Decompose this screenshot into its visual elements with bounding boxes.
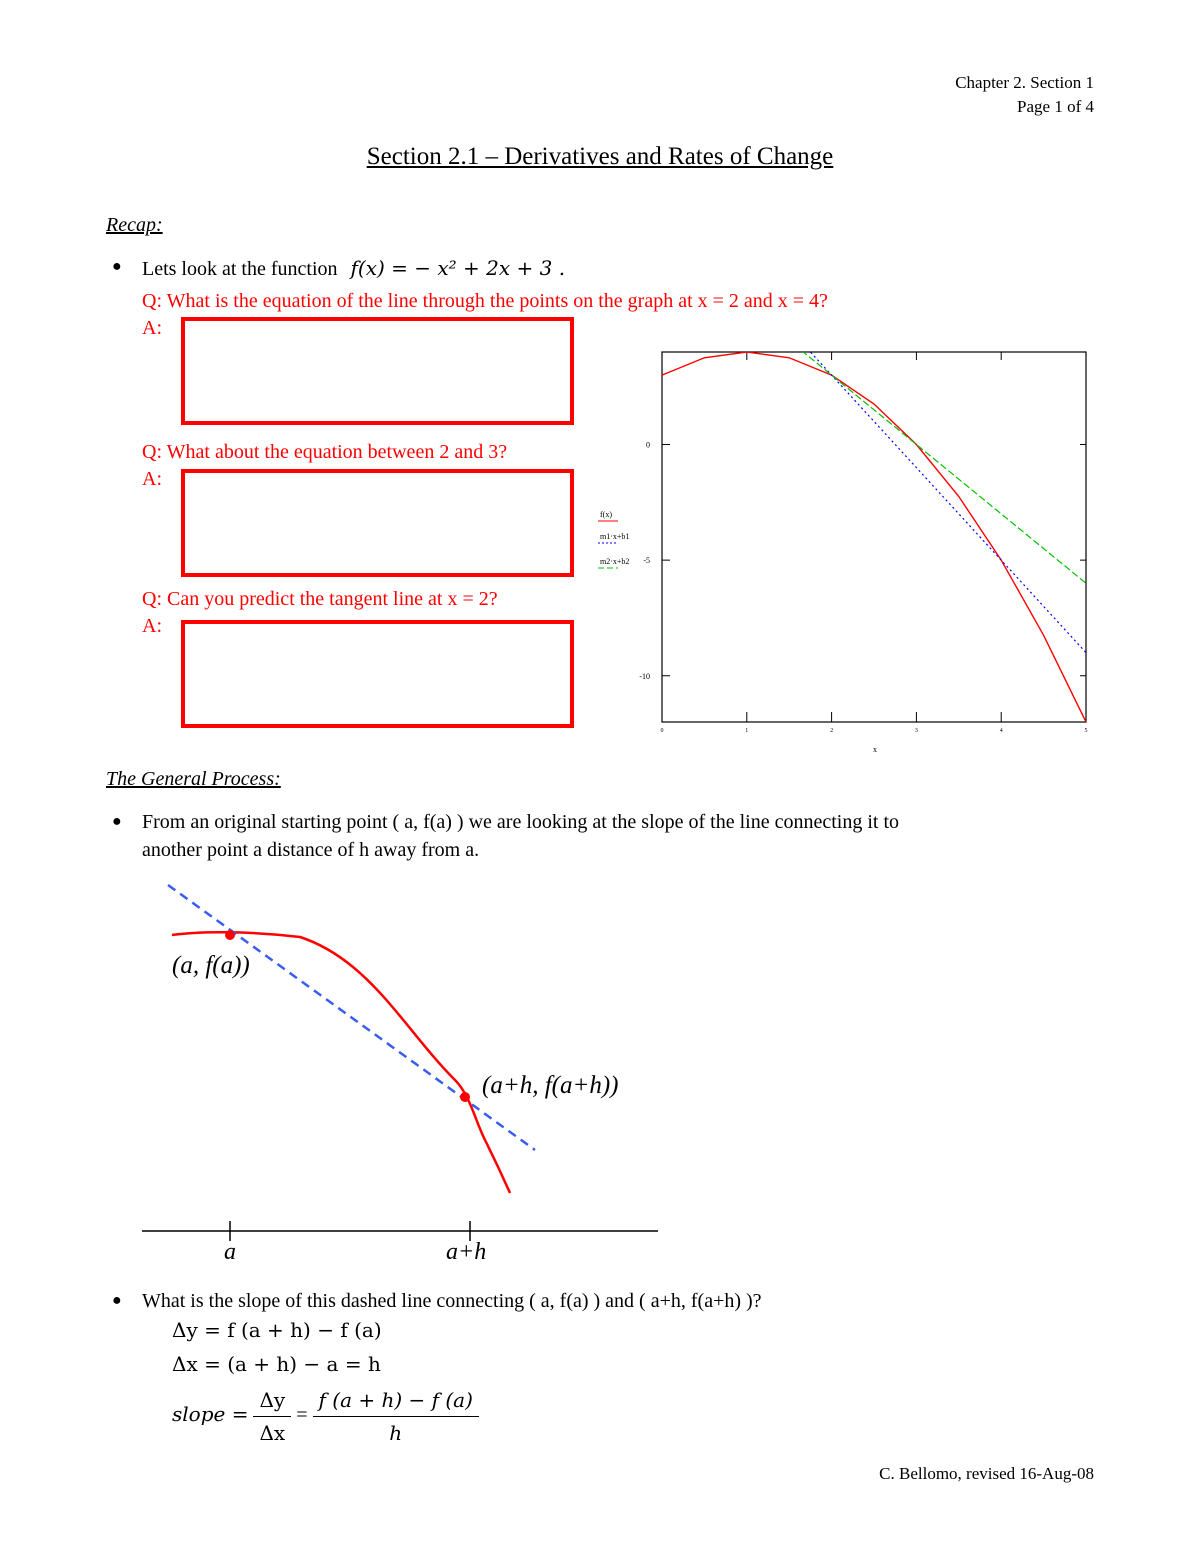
slope-fraction-2 (313, 1386, 479, 1447)
question-2: Q: What about the equation between 2 and 3? (142, 441, 508, 463)
slope-den-2: h (389, 1421, 403, 1445)
delta-y-equation: Δy = f (a + h) − f (a) (172, 1318, 382, 1342)
slope-num-2: f (a + h) − f (a) (313, 1386, 479, 1417)
axis-label-a-plus-h: a+h (446, 1239, 487, 1265)
x-tick-label: 5 (1084, 728, 1088, 734)
bullet-icon: ● (112, 258, 122, 275)
label-point-a: (a, f(a)) (172, 952, 250, 979)
bullet-icon: ● (112, 1292, 122, 1309)
x-tick-label: 1 (745, 728, 749, 734)
x-tick-label: 2 (830, 728, 834, 734)
legend-label-line2: m2·x+b2 (600, 557, 630, 566)
answer-label-1: A: (142, 317, 162, 339)
general-heading: The General Process: (106, 768, 281, 790)
answer-box-3[interactable] (181, 620, 574, 728)
recap-bullet (142, 254, 565, 283)
recap-bullet-text: Lets look at the function (142, 258, 338, 280)
footer-credit: C. Bellomo, revised 16-Aug-08 (879, 1464, 1094, 1483)
y-tick-label: -5 (643, 556, 650, 566)
x-tick-label: 0 (660, 728, 664, 734)
slope-num-1: Δy (253, 1386, 291, 1417)
function-graph (590, 340, 1100, 760)
series-secant-1 (662, 340, 1086, 653)
answer-label-2: A: (142, 468, 162, 490)
graph-legend (598, 510, 629, 568)
chapter-label: Chapter 2. Section 1 (955, 73, 1094, 92)
general-bullet-line2: another point a distance of h away from a. (142, 839, 480, 861)
answer-box-2[interactable] (181, 469, 574, 577)
question-3: Q: Can you predict the tangent line at x = 2? (142, 588, 498, 610)
page-title: Section 2.1 – Derivatives and Rates of Change (366, 143, 834, 170)
general-bullet-line1: From an original starting point ( a, f(a) ) we are looking at the slope of the line connecting it to (142, 811, 900, 833)
bullet-icon: ● (112, 813, 122, 830)
page-number: Page 1 of 4 (1017, 97, 1094, 116)
slope-lhs: slope = (172, 1402, 249, 1427)
series-secant-2 (662, 340, 1086, 583)
y-tick-label: -10 (639, 671, 650, 681)
delta-x-equation: Δx = (a + h) − a = h (172, 1352, 381, 1376)
point-a-plus-h (460, 1092, 470, 1102)
function-expression: f(x) = − x² + 2x + 3 . (350, 256, 566, 280)
answer-box-1[interactable] (181, 317, 574, 425)
point-a (225, 930, 235, 940)
label-point-a-plus-h: (a+h, f(a+h)) (482, 1072, 619, 1099)
question-1: Q: What is the equation of the line through the points on the graph at x = 2 and x = 4? (142, 290, 828, 312)
legend-label-line1: m1·x+b1 (600, 532, 630, 541)
y-tick-label: 0 (646, 440, 650, 450)
secant-diagram (130, 875, 690, 1275)
slope-equation (172, 1386, 479, 1447)
graph-frame (662, 352, 1086, 722)
recap-heading: Recap: (106, 214, 163, 236)
slope-question: What is the slope of this dashed line connecting ( a, f(a) ) and ( a+h, f(a+h) )? (142, 1290, 762, 1312)
x-axis-label: x (873, 745, 877, 754)
x-tick-label: 4 (999, 728, 1003, 734)
x-tick-label: 3 (914, 728, 918, 734)
legend-label-f: f(x) (600, 510, 612, 519)
equals-sign: = (296, 1404, 308, 1427)
secant-line (168, 885, 535, 1150)
slope-den-1: Δx (259, 1421, 286, 1445)
axis-label-a: a (224, 1239, 236, 1265)
slope-fraction-1 (253, 1386, 291, 1447)
answer-label-3: A: (142, 615, 162, 637)
series-f (662, 352, 1086, 722)
